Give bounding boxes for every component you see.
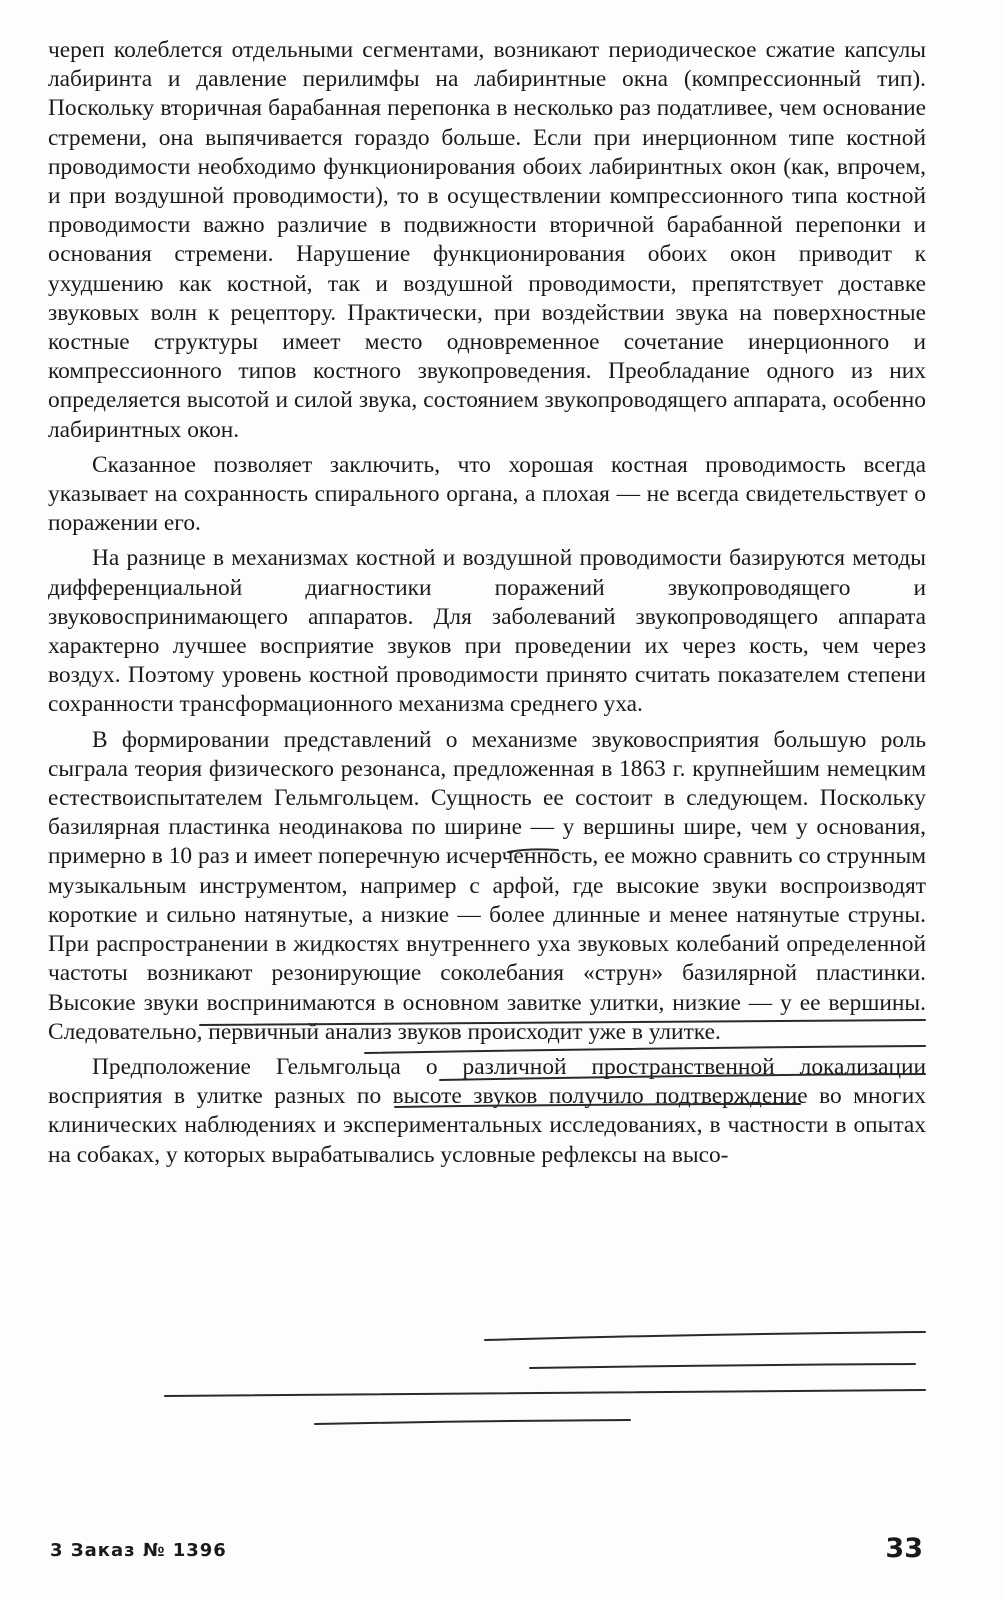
underline-mark (315, 1420, 630, 1424)
printer-signature: 3 Заказ № 1396 (50, 1540, 227, 1561)
paragraph-2: Сказанное позволяет заключить, что хорошая костная проводимость всегда указывает на сохранность спирального органа, а плохая — не всегда свидетельствует о поражении его. (48, 451, 926, 537)
page-number: 33 (885, 1533, 923, 1564)
body-text (48, 36, 926, 1170)
underline-mark (485, 1332, 925, 1340)
paragraph-4: В формировании представлений о механизме звуковосприятия большую роль сыграла теория физического резонанса, предложенная в 1863 г. крупнейшим немецким естествоиспытателем Гельмгольцем. Сущность ее состоит в следующем. Поскольку базилярная пластинка неодинакова по ширине — у вершины шире, чем у основания, примерно в 10 раз и имеет поперечную исчерченность, ее можно сравнить со струнным музыкальным инструментом, например с арфой, где высокие звуки воспроизводят короткие и сильно натянутые, а низкие — более длинные и менее натянутые струны. При распространении в жидкостях внутреннего уха звуковых колебаний определенной частоты возникают резонирующие соколебания «струн» базилярной пластинки. Высокие звуки воспринимаются в основном завитке улитки, низкие — у ее вершины. Следовательно, первичный анализ звуков происходит уже в улитке. (48, 726, 926, 1045)
paragraph-5: Предположение Гельмгольца о различной пространственной локализации восприятия в улитке разных по высоте звуков получило подтверждение во многих клинических наблюдениях и экспериментальных исследованиях, в частности в опытах на собаках, у которых вырабатывались условные рефлексы на высо- (48, 1053, 926, 1168)
underline-mark (530, 1364, 915, 1368)
underline-mark (165, 1390, 925, 1396)
paragraph-3: На разнице в механизмах костной и воздушной проводимости базируются методы дифференциальной диагностики поражений звукопроводящего и звуковоспринимающего аппаратов. Для заболеваний звукопроводящего аппарата характерно лучшее восприятие звуков при проведении их через кость, чем через воздух. Поэтому уровень костной проводимости принято считать показателем степени сохранности трансформационного механизма среднего уха. (48, 545, 926, 718)
paragraph-1: череп колеблется отдельными сегментами, возникают периодическое сжатие капсулы лабиринта и давление перилимфы на лабиринтные окна (компрессионный тип). Поскольку вторичная барабанная перепонка в несколько раз податливее, чем основание стремени, она выпячивается гораздо больше. Если при инерционном типе костной проводимости необходимо функционирования обоих лабиринтных окон (как, впрочем, и при воздушной проводимости), то в осуществлении компрессионного типа костной проводимости важно различие в подвижности вторичной барабанной перепонки и основания стремени. Нарушение функционирования обоих окон приводит к ухудшению как костной, так и воздушной проводимости, препятствует доставке звуковых волн к рецептору. Практически, при воздействии звука на поверхностные костные структуры имеет место одновременное сочетание инерционного и компрессионного типов костного звукопроведения. Преобладание одного из них определяется высотой и силой звука, состоянием звукопроводящего аппарата, особенно лабиринтных окон. (48, 37, 926, 443)
